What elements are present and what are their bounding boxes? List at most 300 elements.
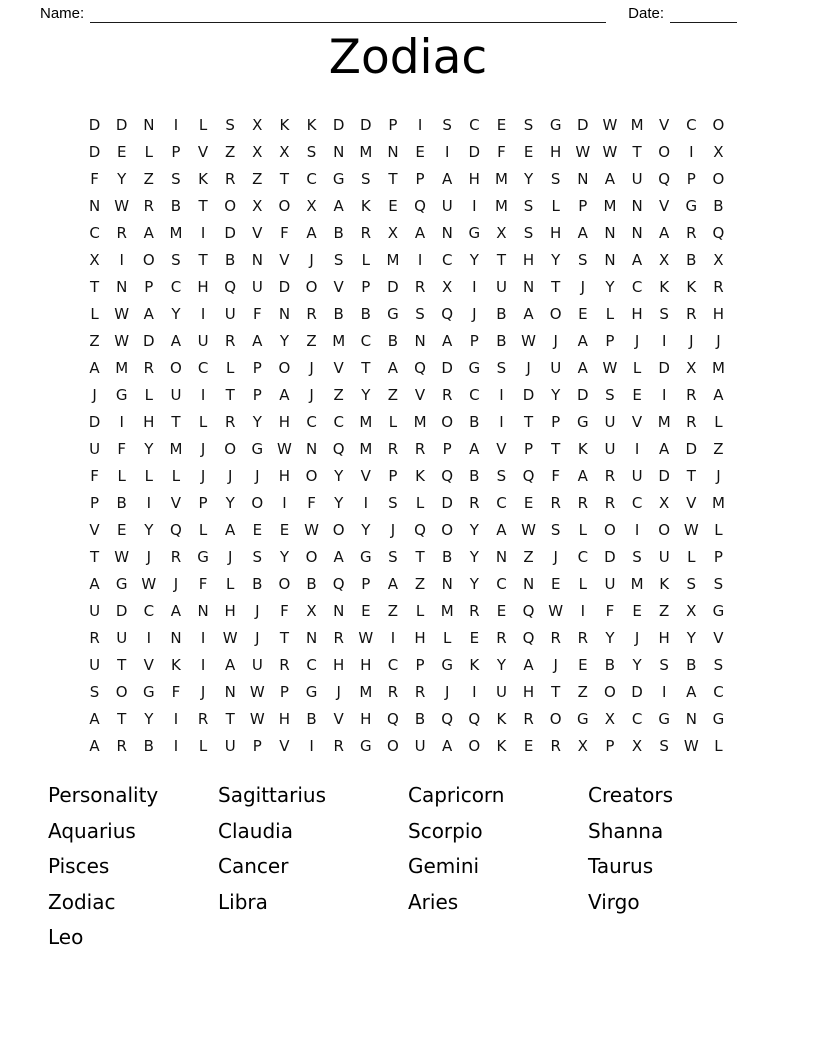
grid-letter: O (387, 737, 399, 755)
grid-letter: J (173, 575, 179, 593)
grid-letter: T (686, 467, 696, 485)
grid-letter: M (115, 359, 129, 377)
grid-letter: I (146, 494, 152, 512)
grid-letter: I (580, 602, 586, 620)
grid-letter: I (661, 683, 667, 701)
grid-letter: A (577, 224, 588, 242)
grid-letter: L (415, 602, 425, 620)
grid-letter: K (171, 656, 181, 674)
grid-letter: J (444, 683, 450, 701)
grid-letter: M (359, 413, 373, 431)
word-item: Cancer (218, 854, 289, 878)
grid-letter: L (226, 359, 235, 377)
grid-letter: X (252, 116, 263, 134)
grid-letter: O (278, 359, 291, 377)
grid-letter: U (550, 359, 562, 377)
grid-letter: R (143, 359, 155, 377)
grid-letter: X (686, 359, 697, 377)
grid-letter: J (309, 251, 314, 269)
grid-letter: G (387, 305, 399, 323)
word-item: Sagittarius (218, 783, 327, 807)
grid-letter: U (604, 440, 616, 458)
grid-letter: O (441, 521, 454, 539)
grid-letter: R (577, 494, 589, 512)
grid-letter: Y (686, 629, 696, 647)
grid-letter: A (523, 305, 534, 323)
grid-letter: O (278, 197, 291, 215)
grid-letter: E (632, 602, 642, 620)
grid-letter: S (89, 683, 100, 701)
grid-letter: R (550, 629, 561, 647)
grid-letter: M (711, 359, 725, 377)
grid-letter: D (115, 602, 128, 620)
grid-letter: G (332, 170, 345, 188)
grid-letter: L (578, 575, 587, 593)
grid-letter: T (225, 386, 235, 404)
grid-letter: L (551, 197, 560, 215)
grid-letter: W (521, 332, 536, 350)
grid-letter: I (173, 710, 179, 728)
grid-letter: N (631, 224, 643, 242)
grid-letter: N (522, 278, 535, 296)
grid-letter: D (278, 278, 291, 296)
grid-letter: O (142, 251, 155, 269)
grid-letter: M (169, 440, 183, 458)
grid-letter: I (472, 197, 477, 215)
grid-letter: K (686, 278, 697, 296)
grid-letter: P (361, 575, 371, 593)
grid-letter: W (683, 521, 699, 539)
grid-letter: W (277, 440, 292, 458)
grid-letter: J (689, 332, 694, 350)
grid-letter: Y (551, 386, 561, 404)
grid-letter: I (634, 521, 640, 539)
grid-letter: R (713, 278, 724, 296)
grid-letter: H (658, 629, 670, 647)
grid-letter: I (200, 629, 206, 647)
grid-letter: D (631, 683, 643, 701)
worksheet-header (40, 5, 737, 23)
grid-letter: U (89, 602, 101, 620)
grid-letter: Y (144, 521, 154, 539)
grid-letter: N (197, 602, 209, 620)
grid-letter: X (713, 143, 724, 161)
word-item: Libra (218, 889, 268, 914)
grid-letter: S (659, 737, 669, 755)
grid-letter: Z (387, 602, 399, 620)
grid-letter: L (578, 521, 587, 539)
grid-letter: S (578, 251, 588, 269)
letter-grid (81, 112, 732, 760)
grid-letter: B (686, 656, 697, 674)
grid-letter: T (415, 548, 425, 566)
grid-letter: N (577, 170, 589, 188)
grid-letter: R (523, 710, 534, 728)
grid-letter: R (333, 737, 344, 755)
grid-row (81, 328, 732, 355)
grid-letter: E (116, 143, 127, 161)
grid-letter: A (713, 386, 724, 404)
grid-letter: O (549, 710, 562, 728)
grid-letter: J (716, 332, 721, 350)
grid-letter: J (255, 602, 260, 620)
grid-letter: V (631, 413, 643, 431)
grid-letter: S (171, 251, 181, 269)
grid-letter: C (713, 683, 724, 701)
grid-letter: H (522, 683, 535, 701)
grid-letter: U (658, 548, 670, 566)
grid-letter: P (361, 278, 371, 296)
grid-letter: Y (469, 548, 479, 566)
grid-letter: O (305, 278, 318, 296)
grid-letter: N (604, 251, 616, 269)
grid-letter: A (387, 575, 399, 593)
grid-letter: V (659, 197, 670, 215)
grid-letter: G (441, 656, 453, 674)
grid-letter: C (170, 278, 182, 296)
grid-letter: J (255, 629, 260, 647)
grid-letter: P (551, 413, 561, 431)
grid-letter: S (361, 170, 371, 188)
grid-letter: U (495, 683, 507, 701)
grid-letter: G (577, 710, 589, 728)
grid-letter: V (713, 629, 724, 647)
grid-letter: G (115, 386, 128, 404)
grid-letter: M (386, 251, 400, 269)
page-title: Zodiac (328, 30, 488, 85)
grid-letter: I (661, 332, 667, 350)
grid-letter: Y (469, 521, 479, 539)
grid-letter: R (387, 683, 399, 701)
word-item: Scorpio (408, 818, 483, 843)
grid-letter: S (496, 467, 507, 485)
grid-letter: O (278, 575, 291, 593)
grid-letter: D (685, 440, 698, 458)
grid-letter: I (390, 629, 396, 647)
grid-letter: D (115, 116, 128, 134)
grid-letter: R (686, 224, 697, 242)
grid-letter: C (631, 494, 643, 512)
grid-letter: U (89, 656, 101, 674)
grid-letter: Z (306, 332, 317, 350)
grid-letter: R (387, 440, 399, 458)
grid-letter: G (251, 440, 264, 458)
grid-letter: Y (334, 494, 344, 512)
grid-letter: Z (89, 332, 100, 350)
grid-letter: E (388, 197, 398, 215)
grid-letter: Y (632, 656, 642, 674)
grid-letter: J (200, 440, 206, 458)
grid-letter: B (360, 305, 371, 323)
grid-letter: X (686, 602, 697, 620)
grid-letter: C (686, 116, 697, 134)
grid-letter: A (686, 683, 697, 701)
grid-letter: Q (224, 278, 237, 296)
grid-letter: T (198, 251, 208, 269)
grid-letter: J (227, 467, 233, 485)
grid-letter: S (388, 494, 398, 512)
grid-letter: Y (523, 170, 534, 188)
grid-letter: D (387, 278, 399, 296)
grid-letter: O (468, 737, 481, 755)
grid-letter: L (415, 494, 425, 512)
grid-letter: D (468, 143, 481, 161)
grid-letter: F (280, 224, 289, 242)
grid-letter: R (116, 737, 127, 755)
grid-letter: E (578, 656, 588, 674)
word-item: Pisces (48, 854, 110, 878)
grid-letter: Z (414, 575, 426, 593)
name-label: Name: (40, 5, 85, 22)
grid-letter: H (333, 656, 345, 674)
grid-letter: J (390, 521, 396, 539)
grid-letter: X (279, 143, 290, 161)
grid-letter: R (686, 305, 697, 323)
grid-letter: R (469, 602, 480, 620)
grid-letter: T (198, 197, 208, 215)
grid-letter: U (224, 305, 236, 323)
grid-letter: V (333, 278, 344, 296)
grid-letter: I (417, 251, 423, 269)
grid-letter: F (252, 305, 262, 323)
grid-letter: Y (279, 548, 290, 566)
grid-letter: X (442, 278, 453, 296)
grid-letter: R (224, 170, 236, 188)
grid-letter: Y (469, 575, 479, 593)
grid-letter: I (417, 116, 423, 134)
grid-letter: H (522, 251, 535, 269)
grid-letter: F (551, 467, 560, 485)
grid-letter: Q (468, 710, 481, 728)
grid-letter: P (469, 332, 479, 350)
grid-letter: R (116, 224, 127, 242)
grid-letter: P (252, 359, 262, 377)
grid-letter: Y (496, 656, 507, 674)
grid-letter: A (170, 602, 182, 620)
grid-letter: X (387, 224, 399, 242)
grid-letter: C (306, 656, 317, 674)
grid-letter: Y (144, 710, 154, 728)
grid-letter: J (309, 386, 314, 404)
grid-letter: M (440, 602, 454, 620)
grid-letter: T (279, 170, 290, 188)
grid-letter: B (469, 413, 480, 431)
grid-letter: B (252, 575, 263, 593)
grid-letter: A (577, 359, 588, 377)
grid-letter: F (198, 575, 208, 593)
grid-letter: T (171, 413, 181, 431)
grid-letter: M (169, 224, 183, 242)
grid-letter: I (499, 386, 504, 404)
grid-letter: P (90, 494, 100, 512)
grid-letter: P (713, 548, 723, 566)
grid-letter: U (251, 656, 263, 674)
grid-letter: E (279, 521, 290, 539)
grid-letter: E (252, 521, 263, 539)
grid-letter: N (441, 575, 453, 593)
grid-row (81, 544, 732, 571)
grid-letter: B (143, 737, 154, 755)
grid-letter: N (685, 710, 697, 728)
grid-letter: P (388, 467, 398, 485)
grid-letter: O (305, 467, 318, 485)
grid-letter: L (144, 467, 153, 485)
grid-letter: C (469, 386, 480, 404)
grid-letter: H (278, 710, 291, 728)
grid-letter: Y (605, 278, 615, 296)
word-column (218, 778, 408, 956)
grid-letter: K (659, 278, 670, 296)
grid-letter: I (634, 440, 640, 458)
grid-letter: Y (225, 494, 235, 512)
grid-letter: I (309, 737, 314, 755)
grid-letter: F (307, 494, 316, 512)
grid-letter: D (88, 413, 101, 431)
grid-letter: W (602, 359, 618, 377)
grid-letter: T (551, 278, 561, 296)
grid-letter: V (252, 224, 263, 242)
grid-letter: S (496, 359, 507, 377)
grid-letter: C (577, 548, 589, 566)
grid-letter: G (468, 359, 481, 377)
grid-letter: L (198, 116, 208, 134)
grid-letter: A (89, 359, 100, 377)
grid-letter: C (496, 575, 507, 593)
grid-letter: Q (414, 359, 426, 377)
grid-letter: A (659, 224, 670, 242)
grid-letter: A (496, 521, 507, 539)
grid-letter: L (226, 575, 235, 593)
grid-letter: V (333, 359, 344, 377)
grid-letter: Q (387, 710, 399, 728)
grid-letter: P (524, 440, 534, 458)
grid-letter: A (143, 224, 154, 242)
grid-letter: W (304, 521, 319, 539)
grid-letter: C (469, 116, 480, 134)
grid-letter: W (602, 143, 618, 161)
grid-letter: P (252, 386, 262, 404)
grid-letter: B (333, 224, 344, 242)
grid-letter: D (360, 116, 372, 134)
grid-letter: I (200, 224, 206, 242)
grid-letter: J (200, 683, 206, 701)
grid-letter: R (306, 305, 317, 323)
grid-letter: S (415, 305, 425, 323)
grid-letter: V (496, 440, 507, 458)
grid-letter: K (496, 737, 507, 755)
grid-letter: I (444, 143, 450, 161)
grid-letter: W (548, 602, 564, 620)
grid-letter: R (333, 629, 344, 647)
word-item: Aries (408, 889, 459, 914)
grid-letter: C (89, 224, 100, 242)
date-label: Date: (628, 5, 664, 22)
grid-letter: N (305, 629, 318, 647)
grid-letter: Y (117, 170, 127, 188)
grid-letter: V (333, 710, 344, 728)
grid-letter: I (146, 629, 152, 647)
grid-row (81, 598, 732, 625)
grid-letter: R (224, 332, 236, 350)
grid-letter: U (441, 197, 453, 215)
grid-letter: D (88, 143, 101, 161)
grid-letter: G (712, 602, 725, 620)
grid-letter: M (332, 332, 346, 350)
grid-letter: R (143, 197, 155, 215)
grid-letter: G (115, 575, 128, 593)
grid-letter: W (521, 521, 536, 539)
grid-letter: R (686, 386, 697, 404)
word-item: Claudia (218, 818, 293, 843)
grid-letter: D (577, 386, 589, 404)
name-line (90, 6, 606, 23)
grid-letter: B (170, 197, 182, 215)
grid-letter: Q (170, 521, 182, 539)
grid-letter: D (441, 359, 453, 377)
grid-letter: X (252, 143, 263, 161)
word-column (588, 778, 758, 956)
grid-row (81, 571, 732, 598)
grid-letter: N (414, 332, 426, 350)
grid-letter: K (360, 197, 371, 215)
grid-letter: G (360, 737, 372, 755)
grid-letter: X (306, 602, 317, 620)
grid-letter: S (550, 170, 561, 188)
grid-row (81, 490, 732, 517)
grid-letter: X (89, 251, 100, 269)
grid-letter: V (659, 116, 670, 134)
grid-letter: I (173, 116, 179, 134)
grid-letter: S (686, 575, 697, 593)
grid-row (81, 220, 732, 247)
grid-letter: Y (279, 332, 290, 350)
grid-letter: L (198, 521, 208, 539)
grid-letter: P (686, 170, 696, 188)
grid-letter: R (414, 683, 426, 701)
grid-letter: I (499, 413, 504, 431)
grid-letter: O (712, 170, 725, 188)
grid-letter: W (114, 548, 130, 566)
grid-letter: A (631, 251, 643, 269)
grid-letter: J (309, 359, 314, 377)
grid-letter: H (360, 656, 372, 674)
word-column (48, 778, 218, 956)
grid-letter: L (117, 467, 126, 485)
grid-letter: R (360, 224, 372, 242)
grid-letter: S (306, 143, 317, 161)
grid-letter: Y (551, 251, 561, 269)
grid-letter: N (88, 197, 101, 215)
grid-letter: W (114, 197, 130, 215)
grid-letter: E (632, 386, 642, 404)
word-item: Capricorn (408, 783, 505, 807)
grid-letter: K (659, 575, 670, 593)
grid-letter: Z (387, 386, 399, 404)
grid-letter: S (523, 224, 534, 242)
grid-letter: M (413, 413, 427, 431)
grid-letter: I (282, 494, 287, 512)
grid-letter: A (225, 521, 236, 539)
grid-letter: W (114, 332, 130, 350)
grid-letter: P (605, 737, 615, 755)
grid-letter: C (333, 413, 344, 431)
grid-letter: M (711, 494, 725, 512)
word-bank (48, 778, 778, 956)
grid-letter: T (117, 710, 127, 728)
grid-letter: L (714, 737, 723, 755)
grid-letter: H (360, 710, 372, 728)
grid-letter: T (279, 629, 290, 647)
